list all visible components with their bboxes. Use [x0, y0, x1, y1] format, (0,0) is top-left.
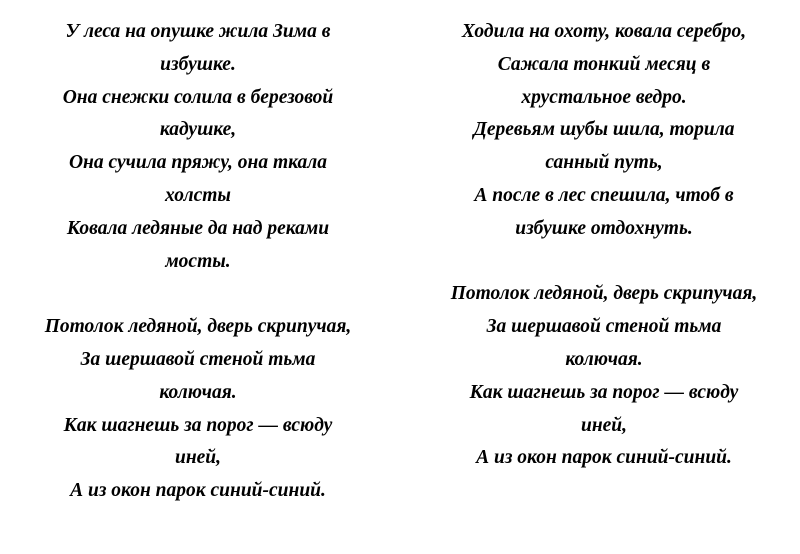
poem-line: колючая.	[565, 348, 643, 370]
stanza-1	[0, 16, 396, 278]
poem-line: избушке.	[160, 53, 236, 75]
poem-line: А из окон парок синий-синий.	[70, 480, 326, 502]
poem-line: колючая.	[159, 381, 237, 403]
poem-line: У леса на опушке жила Зима в	[65, 21, 331, 42]
stanza-2	[0, 311, 396, 508]
stanza-1	[410, 16, 798, 246]
poem-line: За шершавой стеной тьма	[486, 316, 722, 338]
stanza-gap	[410, 246, 798, 279]
poem-line: Ходила на охоту, ковала серебро,	[461, 21, 747, 42]
poem-line: кадушке,	[159, 119, 237, 141]
poem-line: избушке отдохнуть.	[515, 217, 693, 239]
poem-line: Сажала тонкий месяц в	[497, 53, 711, 75]
poem-line: иней,	[580, 414, 628, 436]
poem-column-right	[410, 16, 798, 475]
poem-line: мосты.	[165, 250, 231, 272]
poem-line: Она снежки солила в березовой	[62, 86, 334, 108]
poem-line: Она сучила пряжу, она ткала	[68, 152, 328, 174]
poem-line: Деревьям шубы шила, торила	[473, 119, 735, 141]
poem-line: санный путь,	[545, 152, 663, 174]
poem-line: иней,	[174, 447, 222, 469]
poem-line: хрустальное ведро.	[521, 86, 687, 108]
poem-line: За шершавой стеной тьма	[80, 348, 316, 370]
poem-line: А после в лес спешила, чтоб в	[474, 184, 734, 206]
poem-line: холсты	[165, 184, 231, 206]
poem-line: Потолок ледяной, дверь скрипучая,	[450, 283, 758, 305]
stanza-2	[410, 278, 798, 475]
poem-line: Как шагнешь за порог — всюду	[469, 381, 739, 403]
poem-line: Как шагнешь за порог — всюду	[63, 414, 333, 436]
poem-line: Потолок ледяной, дверь скрипучая,	[44, 316, 352, 338]
poem-line: Ковала ледяные да над реками	[66, 217, 330, 239]
stanza-gap	[0, 278, 396, 311]
poem-column-left	[0, 16, 396, 508]
poem-line: А из окон парок синий-синий.	[476, 447, 732, 469]
